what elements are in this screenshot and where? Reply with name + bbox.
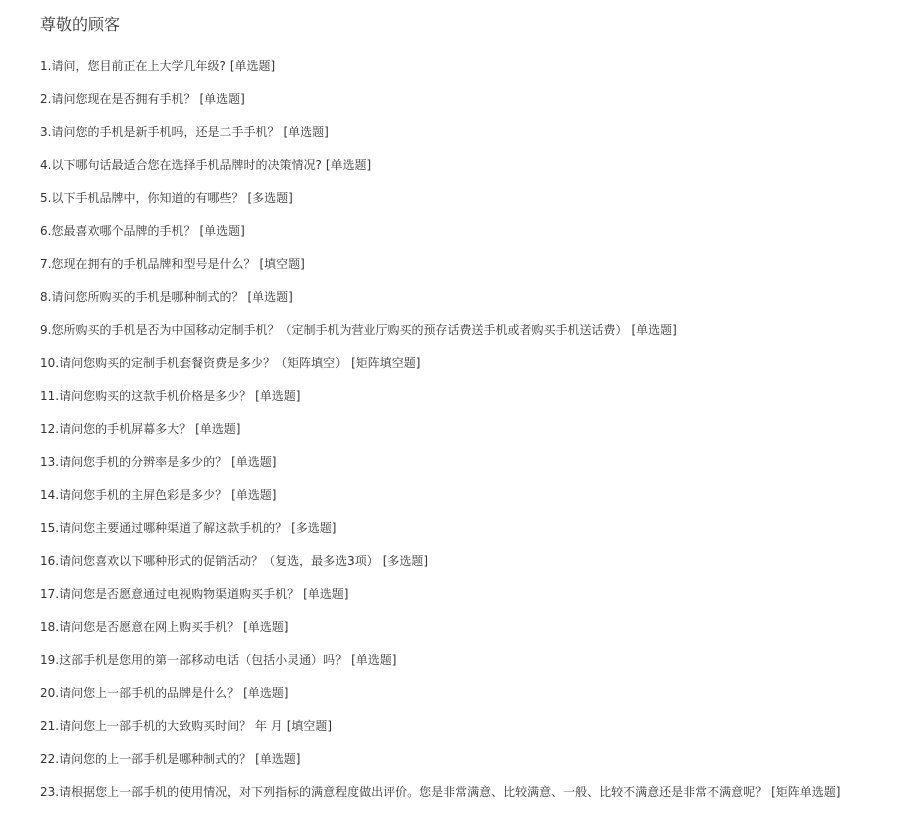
question-item [40,220,840,253]
question-type-tag: [填空题] [259,257,305,271]
question-type-tag: [矩阵填空题] [351,356,421,370]
question-text: 21.请问您上一部手机的大致购买时间？ 年 月 [40,719,283,733]
question-type-tag: [单选题] [351,653,397,667]
question-item [40,154,840,187]
question-item [40,550,840,583]
question-text: 20.请问您上一部手机的品牌是什么？ [40,686,240,700]
question-text: 5.以下手机品牌中，你知道的有哪些？ [40,191,244,205]
question-type-tag: [多选题] [247,191,293,205]
question-text: 14.请问您手机的主屏色彩是多少？ [40,488,228,502]
question-type-tag: [单选题] [195,422,241,436]
question-text: 12.请问您的手机屏幕多大？ [40,422,192,436]
question-type-tag: [单选题] [231,455,277,469]
question-text: 19.这部手机是您用的第一部移动电话（包括小灵通）吗？ [40,653,348,667]
question-item [40,385,840,418]
question-text: 3.请问您的手机是新手机吗，还是二手手机？ [40,125,280,139]
question-type-tag: [单选题] [199,92,245,106]
question-type-tag: [单选题] [255,752,301,766]
question-text: 1.请问，您目前正在上大学几年级? [40,59,226,73]
question-item [40,517,840,550]
question-text: 16.请问您喜欢以下哪种形式的促销活动？（复选，最多选3项） [40,554,379,568]
question-type-tag: [单选题] [325,158,372,172]
question-text: 8.请问您所购买的手机是哪种制式的？ [40,290,244,304]
question-item [40,319,840,352]
question-text: 2.请问您现在是否拥有手机？ [40,92,196,106]
question-type-tag: [单选题] [255,389,301,403]
question-type-tag: [多选题] [291,521,337,535]
question-text: 15.请问您主要通过哪种渠道了解这款手机的？ [40,521,288,535]
question-item [40,121,840,154]
question-type-tag: [单选题] [247,290,293,304]
question-text: 11.请问您购买的这款手机价格是多少？ [40,389,252,403]
question-item [40,649,840,682]
question-item [40,187,840,220]
question-item [40,418,840,451]
question-item [40,781,840,814]
question-type-tag: [矩阵单选题] [771,785,841,799]
question-item [40,451,840,484]
question-item [40,55,840,88]
question-item [40,253,840,286]
question-item [40,88,840,121]
question-item [40,484,840,517]
question-item [40,286,840,319]
question-type-tag: [单选题] [199,224,245,238]
question-text: 22.请问您的上一部手机是哪种制式的？ [40,752,252,766]
question-list [40,55,840,814]
question-type-tag: [单选题] [243,620,289,634]
question-type-tag: [多选题] [382,554,429,568]
question-text: 17.请问您是否愿意通过电视购物渠道购买手机？ [40,587,300,601]
question-type-tag: [填空题] [286,719,333,733]
question-text: 9.您所购买的手机是否为中国移动定制手机？（定制手机为营业厅购买的预存话费送手机或者购买手机送话费） [40,323,628,337]
question-type-tag: [单选题] [631,323,677,337]
question-text: 7.您现在拥有的手机品牌和型号是什么？ [40,257,256,271]
question-type-tag: [单选题] [243,686,289,700]
question-item [40,616,840,649]
question-type-tag: [单选题] [231,488,277,502]
page-title: 尊敬的顾客 [40,15,121,34]
question-item [40,682,840,715]
question-item [40,748,840,781]
question-text: 4.以下哪句话最适合您在选择手机品牌时的决策情况? [40,158,322,172]
question-type-tag: [单选题] [283,125,329,139]
question-item [40,583,840,616]
question-type-tag: [单选题] [229,59,276,73]
question-item [40,715,840,748]
question-text: 10.请问您购买的定制手机套餐资费是多少？（矩阵填空） [40,356,348,370]
question-text: 23.请根据您上一部手机的使用情况，对下列指标的满意程度做出评价。您是非常满意、比较满意、一般、比较不满意还是非常不满意呢？ [40,785,768,799]
question-text: 18.请问您是否愿意在网上购买手机？ [40,620,240,634]
question-text: 6.您最喜欢哪个品牌的手机？ [40,224,196,238]
question-item [40,352,840,385]
question-type-tag: [单选题] [303,587,349,601]
question-text: 13.请问您手机的分辨率是多少的？ [40,455,228,469]
